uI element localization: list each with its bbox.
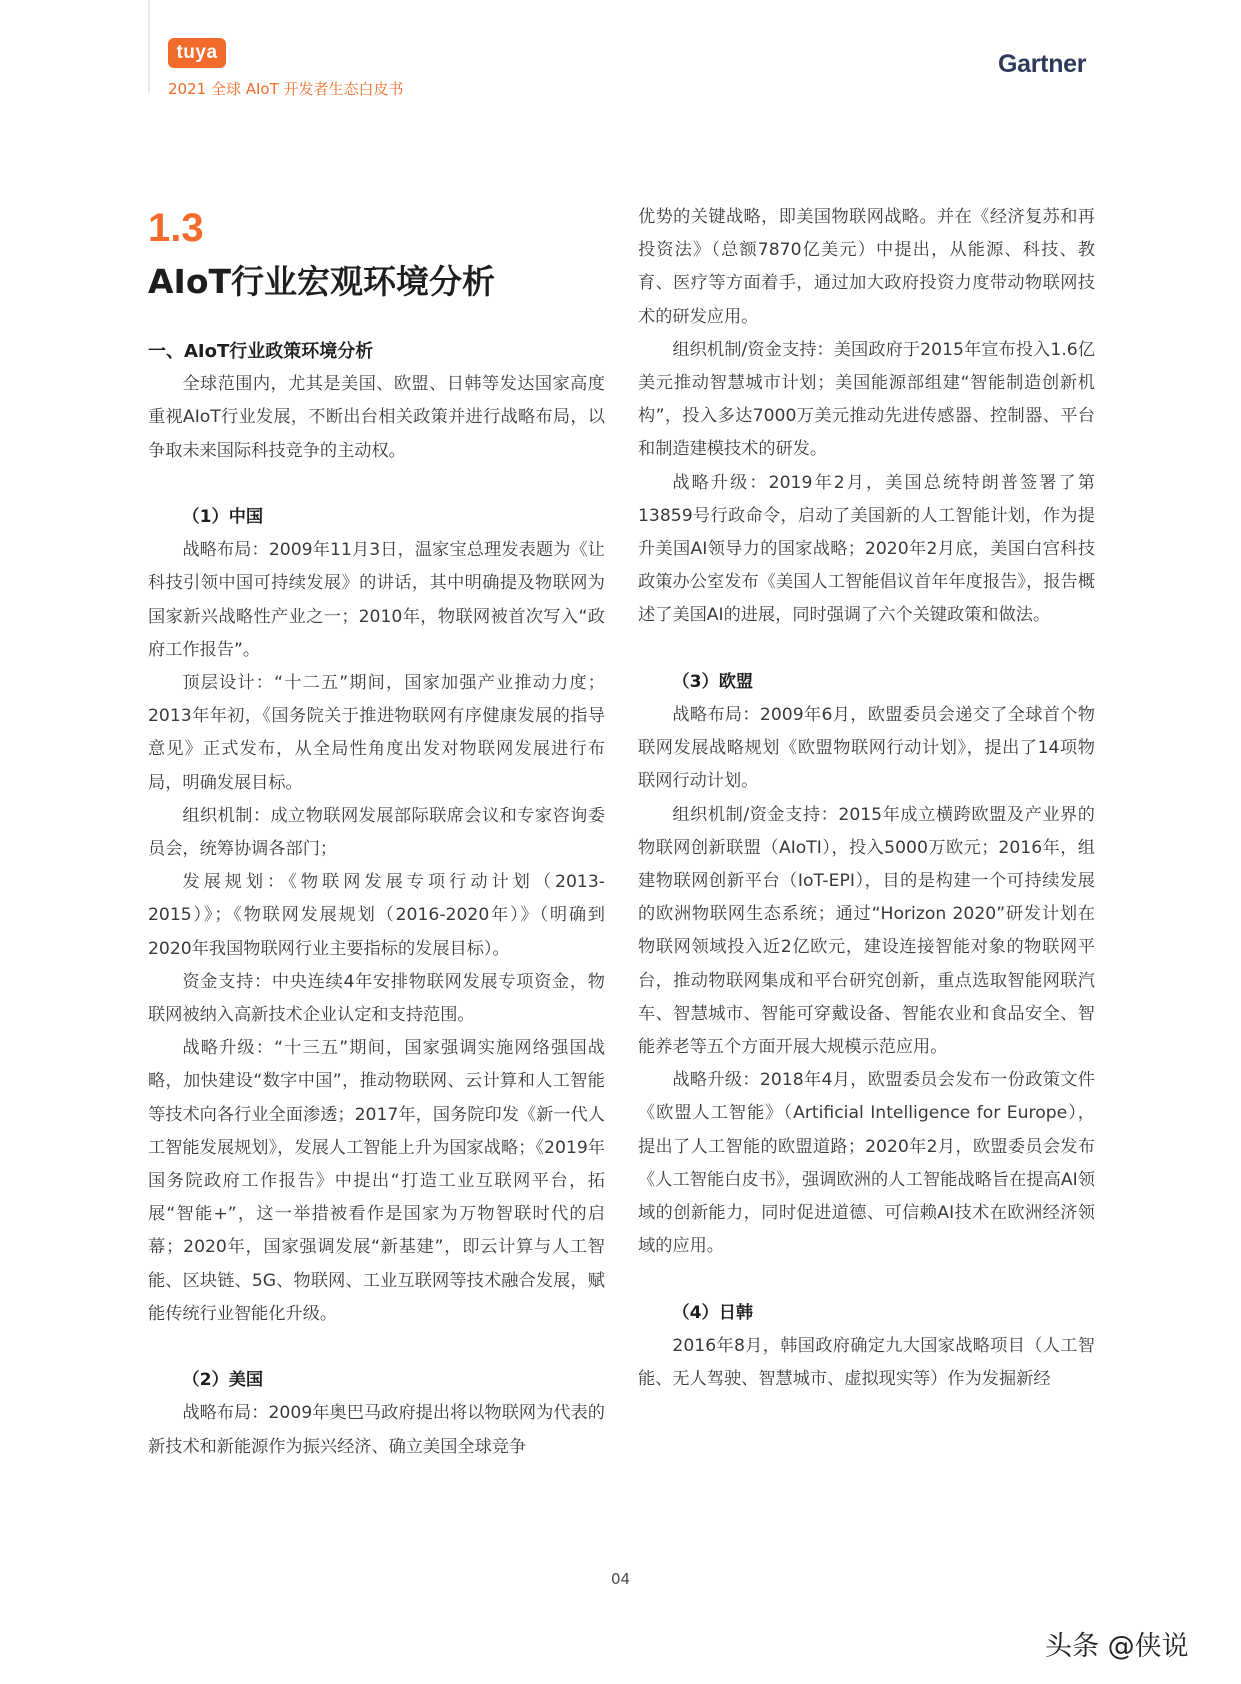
usa-paragraph: 战略升级：2019年2月，美国总统特朗普签署了第13859号行政命令，启动了美国新的人工智能计划，作为提升美国AI领导力的国家战略；2020年2月底，美国白宫科技政策办公室发布《美国人工智能倡议首年年度报告》，报告概述了美国AI的进展，同时强调了六个关键政策和做法。 bbox=[638, 472, 1095, 626]
usa-continued-paragraph: 优势的关键战略，即美国物联网战略。并在《经济复苏和再投资法》（总额7870亿美元）中提出，从能源、科技、教育、医疗等方面着手，通过加大政府投资力度带动物联网技术的研发应用。 bbox=[638, 207, 1095, 327]
tuya-logo: tuya bbox=[168, 38, 226, 68]
usa-paragraph: 战略布局：2009年奥巴马政府提出将以物联网为代表的新技术和新能源作为振兴经济、确立美国全球竞争 bbox=[148, 1403, 605, 1457]
china-paragraph: 顶层设计：“十二五”期间，国家加强产业推动力度；2013年年初，《国务院关于推进物联网有序健康发展的指导意见》正式发布，从全局性角度出发对物联网发展进行布局，明确发展目标。 bbox=[148, 673, 605, 793]
source-watermark: 头条 @侠说 bbox=[1045, 1631, 1189, 1662]
eu-paragraph: 战略升级：2018年4月，欧盟委员会发布一份政策文件《欧盟人工智能》（Artificial Intelligence for Europe），提出了人工智能的欧盟道路；2020年2月，欧盟委员会发布《人工智能白皮书》，强调欧洲的人工智能战略旨在提高AI领域的创新能力，同时促进道德、可信赖AI技术在欧洲经济领域的应用。 bbox=[638, 1070, 1095, 1257]
report-subtitle: 2021 全球 AIoT 开发者生态白皮书 bbox=[168, 80, 404, 98]
eu-paragraph: 战略布局：2009年6月，欧盟委员会递交了全球首个物联网发展战略规划《欧盟物联网行动计划》，提出了14项物联网行动计划。 bbox=[638, 705, 1095, 792]
usa-heading: （2）美国 bbox=[182, 1370, 264, 1391]
intro-paragraph: 全球范围内，尤其是美国、欧盟、日韩等发达国家高度重视AIoT行业发展，不断出台相关政策并进行战略布局，以争取未来国际科技竞争的主动权。 bbox=[148, 374, 605, 461]
japan-korea-heading: （4）日韩 bbox=[672, 1302, 754, 1323]
page-number: 04 bbox=[610, 1570, 631, 1588]
china-paragraph: 资金支持：中央连续4年安排物联网发展专项资金，物联网被纳入高新技术企业认定和支持范围。 bbox=[148, 971, 605, 1026]
right-column bbox=[638, 201, 1095, 1396]
policy-heading: 一、AIoT行业政策环境分析 bbox=[148, 341, 374, 362]
china-paragraph: 战略升级：“十三五”期间，国家强调实施网络强国战略，加快建设“数字中国”，推动物联网、云计算和人工智能等技术向各行业全面渗透；2017年，国务院印发《新一代人工智能发展规划》，发展人工智能上升为国家战略；《2019年国务院政府工作报告》中提出“打造工业互联网平台，拓展“智能+”，这一举措被看作是国家为万物智联时代的启幕；2020年，国家强调发展“新基建”，即云计算与人工智能、区块链、5G、物联网、工业互联网等技术融合发展，赋能传统行业智能化升级。 bbox=[148, 1038, 605, 1324]
china-heading: （1）中国 bbox=[182, 507, 264, 527]
china-paragraph: 发展规划：《物联网发展专项行动计划（2013-2015）》；《物联网发展规划（2016-2020年）》（明确到2020年我国物联网行业主要指标的发展目标）。 bbox=[148, 872, 605, 959]
left-column bbox=[148, 335, 605, 1464]
japan-korea-paragraph: 2016年8月，韩国政府确定九大国家战略项目（人工智能、无人驾驶、智慧城市、虚拟现实等）作为发掘新经 bbox=[638, 1335, 1095, 1390]
china-paragraph: 战略布局：2009年11月3日，温家宝总理发表题为《让科技引领中国可持续发展》的讲话，其中明确提及物联网为国家新兴战略性产业之一；2010年，物联网被首次写入“政府工作报告”。 bbox=[148, 540, 605, 660]
usa-paragraph: 组织机制/资金支持：美国政府于2015年宣布投入1.6亿美元推动智慧城市计划；美国能源部组建“智能制造创新机构”，投入多达7000万美元推动先进传感器、控制器、平台和制造建模技术的研发。 bbox=[638, 339, 1095, 460]
header-divider bbox=[148, 0, 150, 93]
eu-heading: （3）欧盟 bbox=[672, 671, 754, 692]
china-paragraph: 组织机制：成立物联网发展部际联席会议和专家咨询委员会，统筹协调各部门； bbox=[148, 805, 605, 860]
section-number: 1.3 bbox=[148, 206, 204, 250]
eu-paragraph: 组织机制/资金支持：2015年成立横跨欧盟及产业界的物联网创新联盟（AIoTI），投入5000万欧元；2016年，组建物联网创新平台（IoT-EPI），目的是构建一个可持续发展的欧洲物联网生态系统；通过“Horizon 2020”研发计划在物联网领域投入近2亿欧元，建设连接智能对象的物联网平台，推动物联网集成和平台研究创新，重点选取智能网联汽车、智慧城市、智能可穿戴设备、智能农业和食品安全、智能养老等五个方面开展大规模示范应用。 bbox=[638, 804, 1095, 1058]
section-title: AIoT行业宏观环境分析 bbox=[148, 262, 495, 301]
gartner-logo: Gartner bbox=[998, 50, 1087, 78]
